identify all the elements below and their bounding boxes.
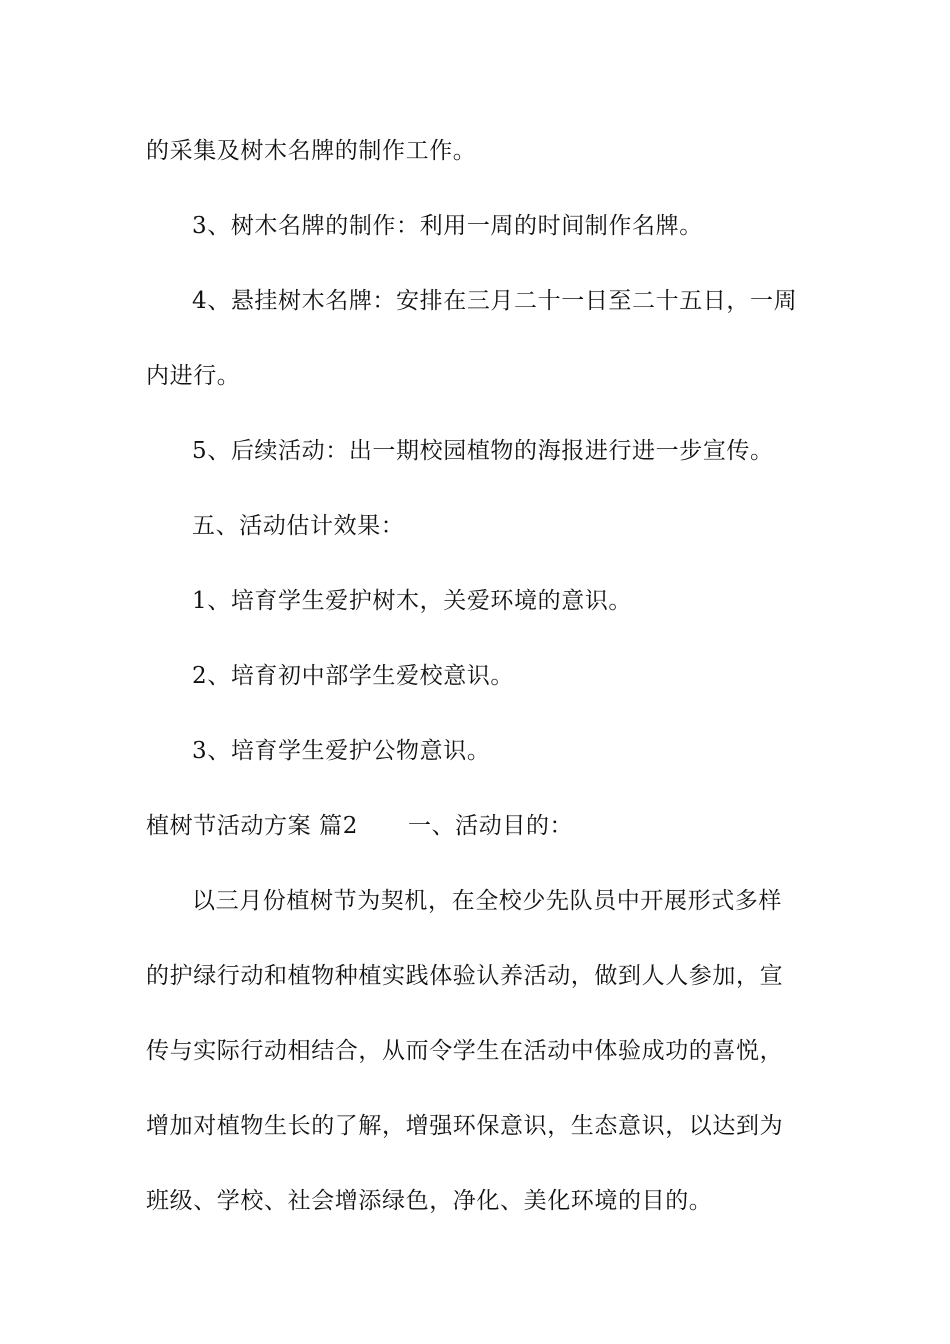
text-line: 的采集及树木名牌的制作工作。 — [146, 138, 477, 164]
text-line: 内进行。 — [146, 363, 241, 389]
text-line: 3、树木名牌的制作：利用一周的时间制作名牌。 — [192, 213, 703, 239]
section-first-heading: 一、活动目的： — [407, 813, 574, 839]
text-line: 5、后续活动：出一期校园植物的海报进行进一步宣传。 — [192, 438, 774, 464]
section-title: 植树节活动方案 篇2 — [146, 813, 358, 839]
paragraph-line: 以三月份植树节为契机，在全校少先队员中开展形式多样 — [192, 888, 782, 914]
paragraph-line: 传与实际行动相结合，从而令学生在活动中体验成功的喜悦， — [146, 1038, 784, 1064]
paragraph-line: 班级、学校、社会增添绿色，净化、美化环境的目的。 — [146, 1188, 713, 1214]
section-title-line — [146, 811, 806, 841]
paragraph-line: 增加对植物生长的了解，增强环保意识，生态意识，以达到为 — [146, 1113, 784, 1139]
list-item: 3、培育学生爱护公物意识。 — [192, 738, 491, 764]
paragraph-line: 的护绿行动和植物种植实践体验认养活动，做到人人参加，宣 — [146, 963, 784, 989]
list-item: 2、培育初中部学生爱校意识。 — [192, 663, 515, 689]
text-line: 4、悬挂树木名牌：安排在三月二十一日至二十五日，一周 — [192, 288, 798, 314]
section-heading: 五、活动估计效果： — [192, 513, 405, 539]
list-item: 1、培育学生爱护树木，关爱环境的意识。 — [192, 588, 633, 614]
